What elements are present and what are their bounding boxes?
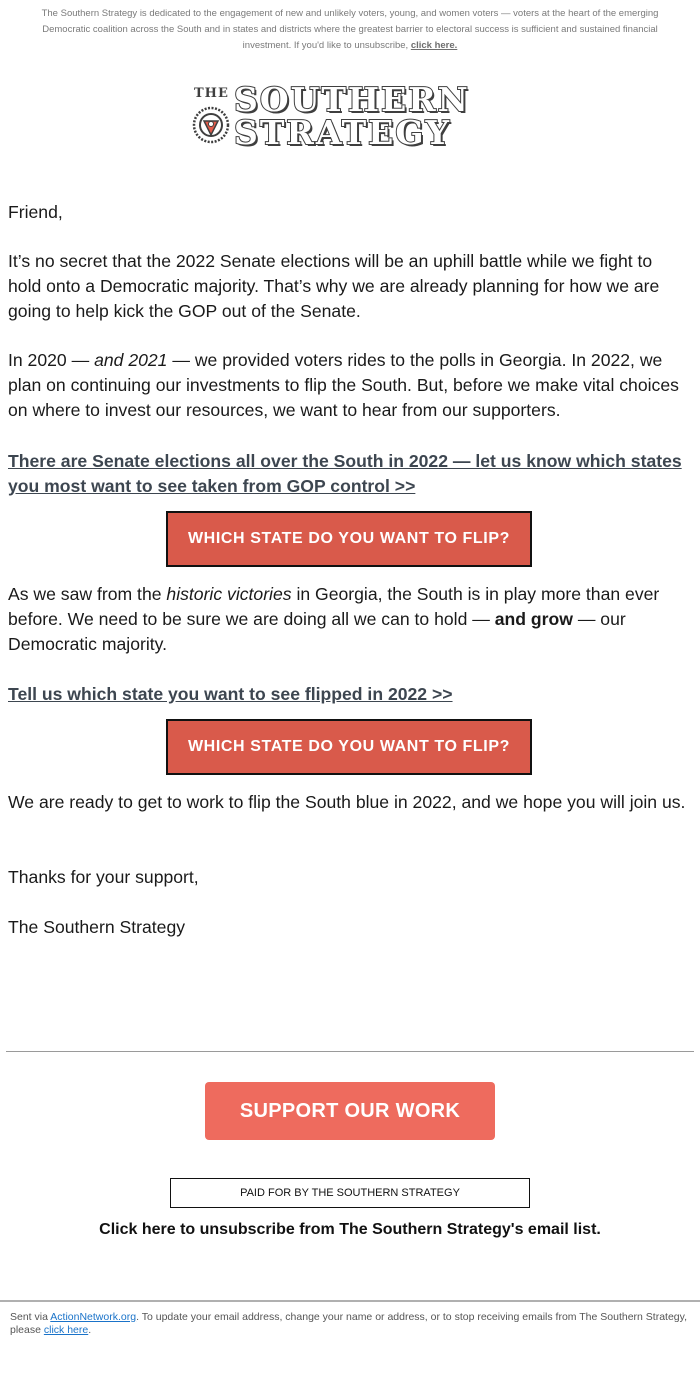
paid-for-disclaimer: PAID FOR BY THE SOUTHERN STRATEGY — [170, 1178, 530, 1208]
footer-text — [10, 1311, 690, 1337]
unsubscribe-link[interactable]: Click here to unsubscribe from The Southern Strategy's email list. — [99, 1221, 601, 1238]
paragraph-3-strong: and grow — [494, 609, 573, 629]
paragraph-1: It’s no secret that the 2022 Senate elections will be an uphill battle while we fight to hold onto a Democratic majority. That’s why we are already planning for how we are going to help kick the GOP out of the Senate. — [8, 251, 660, 321]
paragraph-2-emphasis: and 2021 — [94, 350, 168, 370]
paragraph-3-c: — our Democratic majority. — [8, 609, 626, 654]
footer-rule — [0, 1300, 700, 1302]
logo-badge-icon — [190, 104, 232, 146]
footer-divider — [6, 1051, 694, 1052]
logo-the: THE — [194, 86, 229, 101]
closing-line: Thanks for your support, — [8, 867, 199, 887]
paragraph-4: We are ready to get to work to flip the South blue in 2022, and we hope you will join us. — [8, 792, 686, 812]
paragraph-3-a: As we saw from the — [8, 584, 167, 604]
paragraph-3-emphasis: historic victories — [166, 584, 292, 604]
signature: The Southern Strategy — [8, 917, 186, 937]
actionnetwork-link[interactable]: ActionNetwork.org — [50, 1311, 137, 1323]
paragraph-2-a: In 2020 — — [8, 350, 95, 370]
footer-text-1: Sent via — [10, 1311, 51, 1323]
logo-strategy: STRATEGY — [234, 113, 452, 152]
paragraph-2-b: — we provided voters rides to the polls in Georgia. In 2022, we plan on continuing our investments to flip the South. But, before we make vital choices on where to invest our resources, we want to hear from our supporters. — [8, 350, 679, 420]
greeting: Friend, — [8, 202, 63, 222]
preheader — [40, 6, 660, 54]
footer-text-2: . To update your email address, change your name or address, or to stop receiving emails from The Southern Strategy, please — [10, 1311, 688, 1336]
footer-text-3: . — [88, 1324, 92, 1336]
support-our-work-button[interactable]: SUPPORT OUR WORK — [205, 1082, 495, 1140]
preheader-text: The Southern Strategy is dedicated to the engagement of new and unlikely voters, young, and women voters — voters at the heart of the emerging Democratic coalition across the South and in states and districts where the greatest barrier to electoral success is sufficient and sustained financial investment. If you'd like to unsubscribe, — [41, 8, 659, 51]
paragraph-3-b: in Georgia, the South is in play more than ever before. We need to be sure we are doing all we can to hold — — [8, 584, 660, 629]
flip-state-button-1[interactable]: WHICH STATE DO YOU WANT TO FLIP? — [166, 511, 532, 567]
survey-link-1[interactable]: There are Senate elections all over the South in 2022 — let us know which states you most want to see taken from GOP control >> — [8, 451, 682, 496]
paragraph-3 — [8, 582, 688, 657]
logo-southern: SOUTHERN — [234, 80, 470, 119]
footer-click-here-link[interactable]: click here — [43, 1324, 89, 1336]
flip-state-button-2[interactable]: WHICH STATE DO YOU WANT TO FLIP? — [166, 719, 532, 775]
preheader-unsubscribe-link[interactable]: click here. — [410, 40, 458, 51]
survey-link-2[interactable]: Tell us which state you want to see flipped in 2022 >> — [8, 684, 453, 704]
southern-strategy-logo — [186, 80, 516, 155]
paragraph-2 — [8, 348, 688, 423]
